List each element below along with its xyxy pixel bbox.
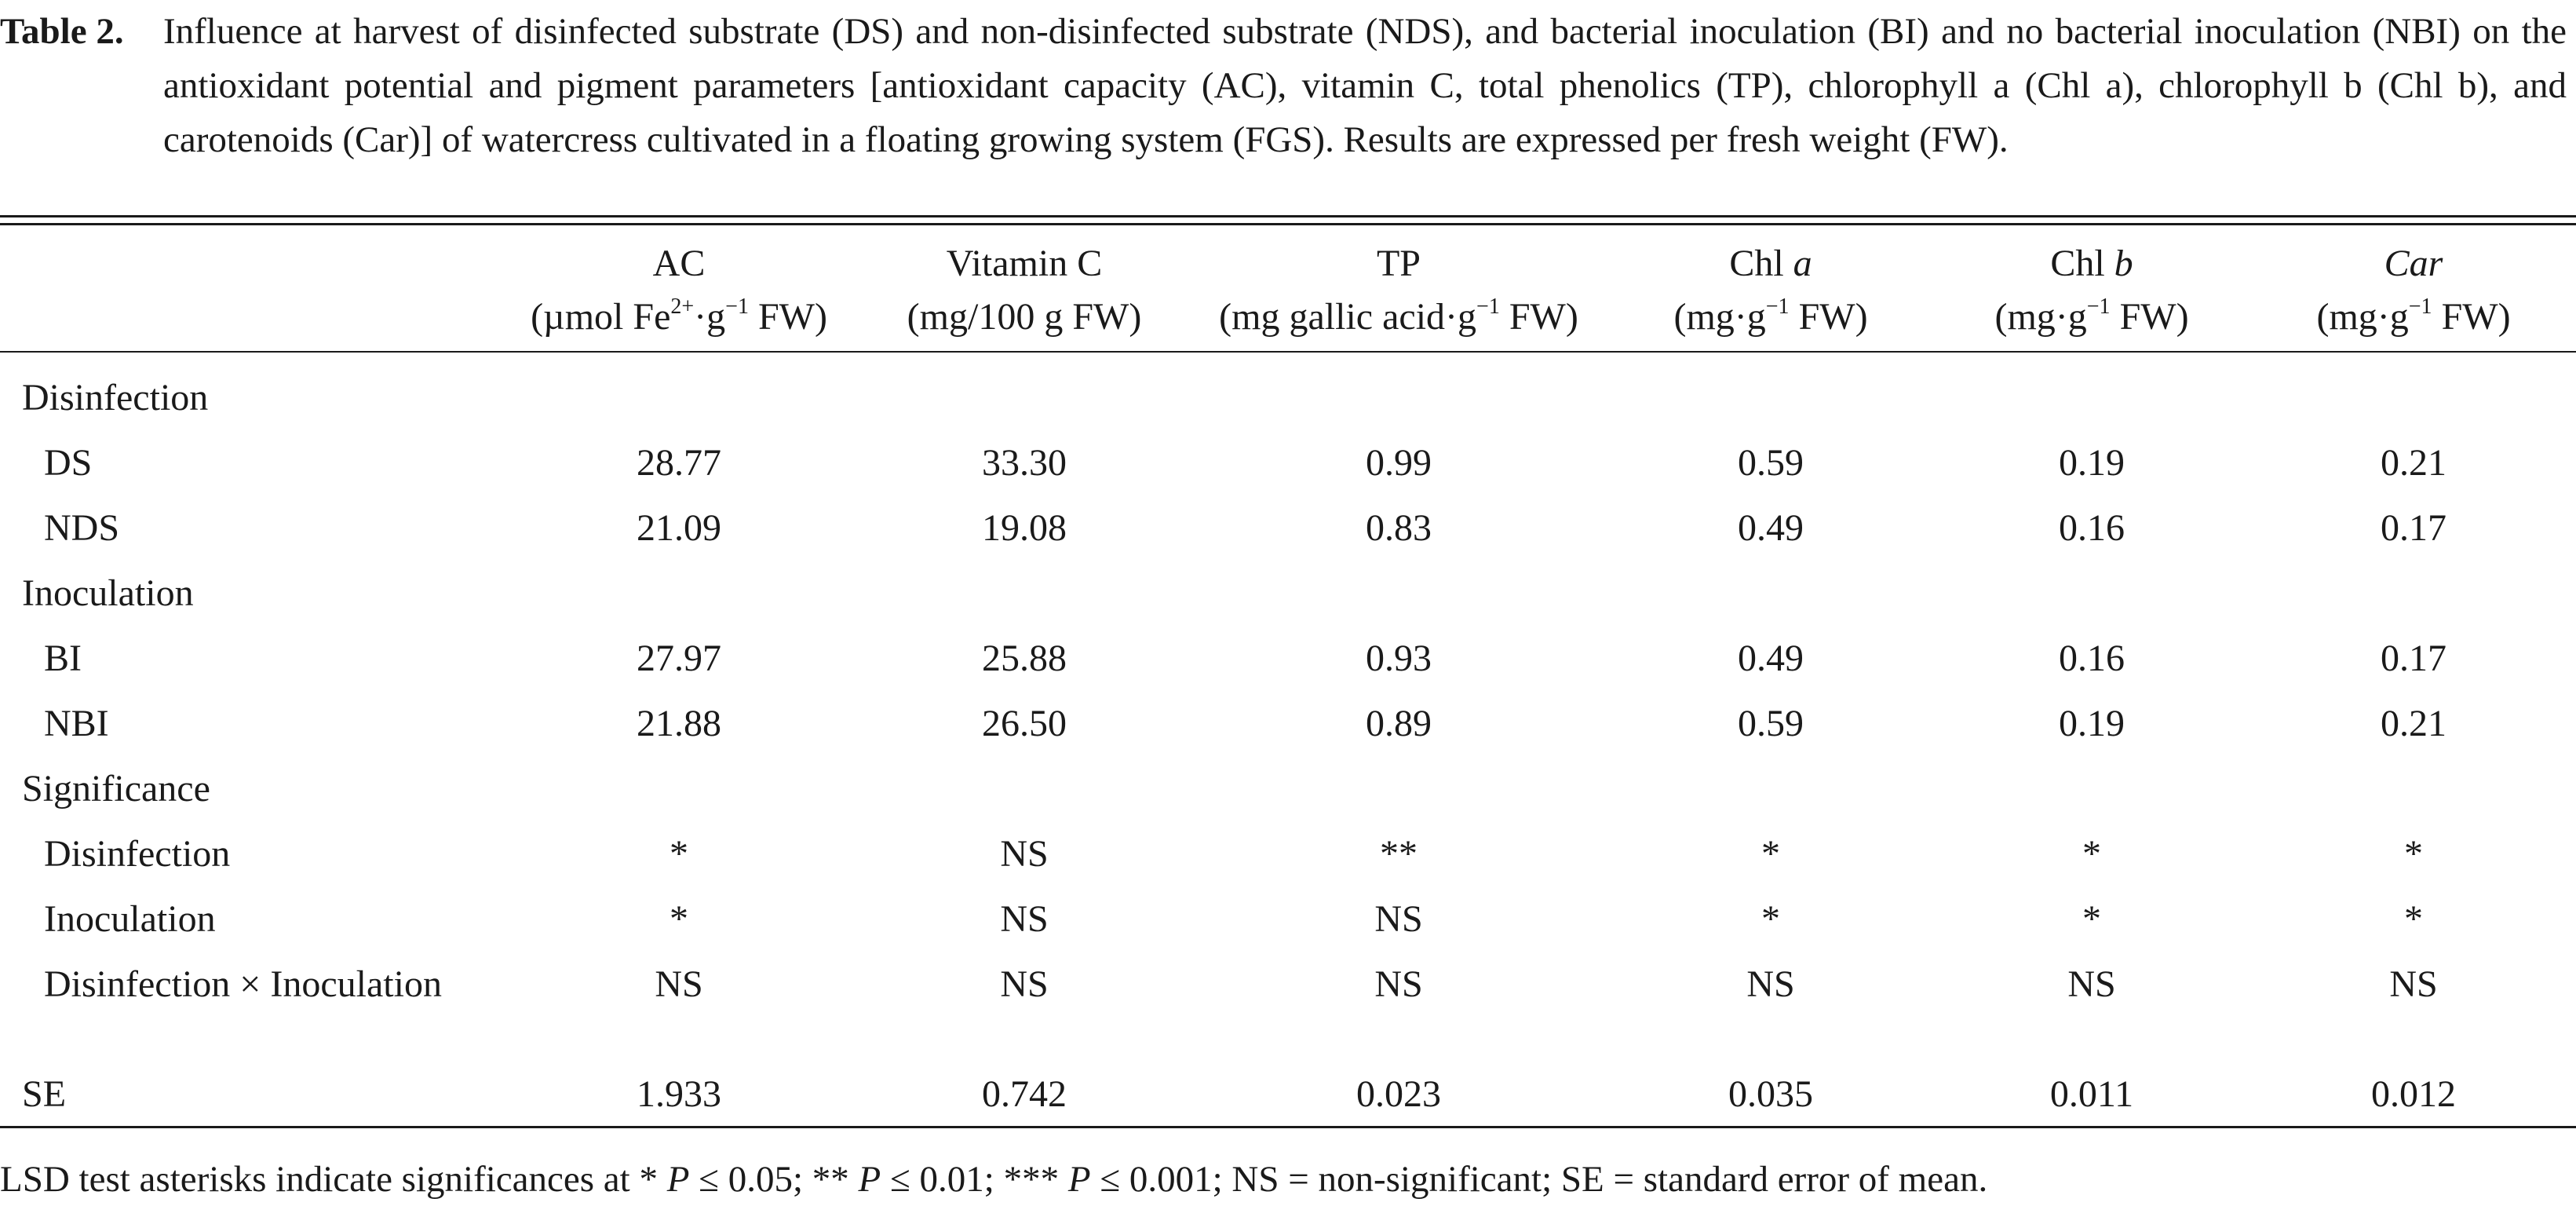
table-cell: 26.50 (982, 703, 1067, 744)
table-cell: NS (655, 963, 703, 1005)
header-chl-b-unit: ($mg\cdot g^{-1}$ FW) (1994, 294, 2189, 338)
table-cell: 0.59 (1738, 703, 1804, 744)
caption-text: Influence at harvest of disinfected substrate (DS) and non-disinfected substrate (NDS), and bacterial inoculation (BI) and no bacterial inoculation (NBI) on the antioxidant potential and pigment parameters [antioxidant capacity (AC), vitamin C, total phenolics (TP), chlorophyll a (Chl a), chlorophyll b (Chl b), and carotenoids (Car)] of watercress cultivated in a floating growing system (FGS). Results are expressed per fresh weight (FW). (163, 11, 2567, 160)
row-label: NBI (44, 703, 109, 744)
table-row (0, 1062, 2576, 1127)
table-row (0, 365, 2576, 431)
table-cell: 0.89 (1366, 703, 1432, 744)
row-group-label: Disinfection (22, 377, 209, 418)
row-label: Inoculation (44, 898, 216, 940)
table-cell: 0.93 (1366, 638, 1432, 679)
bottom-rule (0, 1126, 2576, 1128)
table-cell: * (670, 833, 688, 875)
table-row (0, 756, 2576, 822)
row-group-label: SE (22, 1073, 67, 1115)
row-label: BI (44, 638, 82, 679)
table-cell: * (2404, 898, 2423, 940)
table-cell: 0.21 (2381, 442, 2446, 484)
table-row (0, 691, 2576, 757)
table-cell: NS (1000, 898, 1049, 940)
table-cell: 0.742 (982, 1073, 1067, 1115)
table-row (0, 495, 2576, 561)
header-chl-a-unit: ($mg\cdot g^{-1}$ FW) (1673, 294, 1868, 338)
table-cell: 19.08 (982, 507, 1067, 549)
table-row (0, 821, 2576, 887)
table-cell: NS (1000, 963, 1049, 1005)
header-vitamin-c: Vitamin C (mg/100 g FW) (907, 237, 1142, 344)
header-chl-a: Chl a ($mg\cdot g^{-1}$ FW) (1673, 237, 1867, 344)
header-ac-unit: (µmol $Fe^{2+}\cdot g^{-1}$ FW) (531, 294, 827, 338)
table-cell: 0.49 (1738, 638, 1804, 679)
header-tp: TP (mg gallic $acid\cdot g^{-1}$ FW) (1219, 237, 1578, 344)
top-rule (0, 215, 2576, 217)
table-cell: NS (1374, 898, 1423, 940)
table-cell: 0.99 (1366, 442, 1432, 484)
table-cell: NS (1000, 833, 1049, 875)
table-cell: * (2082, 833, 2101, 875)
table-cell: 21.09 (637, 507, 721, 549)
table-cell: ** (1380, 833, 1418, 875)
table-cell: * (1761, 898, 1780, 940)
table-row (0, 430, 2576, 496)
table-cell: 0.19 (2059, 442, 2125, 484)
table-cell: 0.19 (2059, 703, 2125, 744)
table-footnote: LSD test asterisks indicate significances at * P ≤ 0.05; ** P ≤ 0.01; *** P ≤ 0.001; NS = non-significant; SE = standard error of mean. (0, 1159, 1988, 1200)
top-rule-double (0, 223, 2576, 225)
table-row (0, 886, 2576, 952)
header-chl-b: Chl b ($mg\cdot g^{-1}$ FW) (1994, 237, 2188, 344)
table-cell: 0.023 (1356, 1073, 1441, 1115)
table-cell: 0.17 (2381, 638, 2446, 679)
table-cell: 0.17 (2381, 507, 2446, 549)
table-cell: 25.88 (982, 638, 1067, 679)
table-cell: 0.16 (2059, 507, 2125, 549)
table-caption (0, 5, 2567, 167)
header-vitamin-c-unit: (mg/100 g FW) (907, 296, 1142, 338)
table-cell: 0.011 (2049, 1073, 2134, 1115)
table-cell: NS (1374, 963, 1423, 1005)
table-cell: NS (2067, 963, 2116, 1005)
table-cell: 0.49 (1738, 507, 1804, 549)
row-group-label: Inoculation (22, 572, 194, 614)
row-label: DS (44, 442, 93, 484)
table-cell: * (2082, 898, 2101, 940)
table-cell: 33.30 (982, 442, 1067, 484)
table-cell: * (670, 898, 688, 940)
header-tp-unit: (mg gallic $acid\cdot g^{-1}$ FW) (1219, 294, 1578, 338)
header-rule (0, 351, 2576, 353)
table-label: Table 2. (0, 11, 124, 52)
table-cell: NS (2389, 963, 2438, 1005)
header-car-unit: ($mg\cdot g^{-1}$ FW) (2316, 294, 2511, 338)
row-label: Disinfection × Inoculation (44, 963, 442, 1005)
table-row (0, 561, 2576, 627)
table-row (0, 626, 2576, 692)
table-cell: 0.012 (2371, 1073, 2456, 1115)
header-car: Car ($mg\cdot g^{-1}$ FW) (2316, 237, 2510, 344)
header-ac: AC (µmol $Fe^{2+}\cdot g^{-1}$ FW) (531, 237, 827, 344)
table-cell: 1.933 (637, 1073, 721, 1115)
table-cell: 28.77 (637, 442, 721, 484)
table-cell: * (1761, 833, 1780, 875)
table-cell: * (2404, 833, 2423, 875)
row-label: NDS (44, 507, 120, 549)
table-cell: 0.16 (2059, 638, 2125, 679)
table-row (0, 952, 2576, 1018)
table-cell: 0.83 (1366, 507, 1432, 549)
table-cell: 0.59 (1738, 442, 1804, 484)
table-cell: NS (1746, 963, 1795, 1005)
table-cell: 0.21 (2381, 703, 2446, 744)
table-cell: 0.035 (1728, 1073, 1813, 1115)
row-label: Disinfection (44, 833, 231, 875)
table-cell: 27.97 (637, 638, 721, 679)
table-cell: 21.88 (637, 703, 721, 744)
row-group-label: Significance (22, 768, 210, 809)
